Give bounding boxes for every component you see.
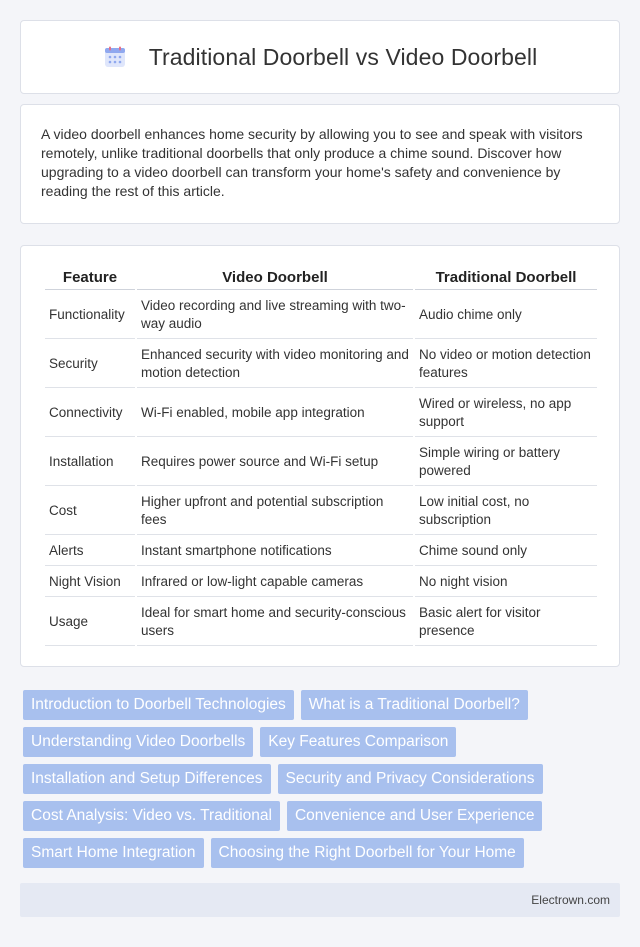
tag-security-privacy[interactable]: Security and Privacy Considerations xyxy=(278,764,543,794)
table-row xyxy=(45,568,597,597)
table-header-row xyxy=(45,268,597,290)
table-cell: Chime sound only xyxy=(415,537,597,566)
topic-tags xyxy=(23,690,623,875)
table-row xyxy=(45,341,597,388)
intro-card xyxy=(20,104,620,224)
table-cell: Functionality xyxy=(45,292,135,339)
intro-paragraph: A video doorbell enhances home security by allowing you to see and speak with visitors remotely, unlike traditional doorbells that only produce a chime sound. Discover how upgrading to a video doorbell can transform your home's safety and convenience by reading the rest of this article. xyxy=(41,126,583,199)
table-cell: Ideal for smart home and security-conscious users xyxy=(137,599,413,646)
table-cell: Video recording and live streaming with two-way audio xyxy=(137,292,413,339)
tag-traditional-doorbell[interactable]: What is a Traditional Doorbell? xyxy=(301,690,528,720)
comparison-card xyxy=(20,245,620,667)
table-cell: Security xyxy=(45,341,135,388)
table-cell: Enhanced security with video monitoring and motion detection xyxy=(137,341,413,388)
table-cell: Night Vision xyxy=(45,568,135,597)
table-cell: Wired or wireless, no app support xyxy=(415,390,597,437)
tag-cost-analysis[interactable]: Cost Analysis: Video vs. Traditional xyxy=(23,801,280,831)
tag-choosing-doorbell[interactable]: Choosing the Right Doorbell for Your Home xyxy=(211,838,524,868)
header-feature: Feature xyxy=(45,268,135,290)
table-row xyxy=(45,537,597,566)
table-cell: Low initial cost, no subscription xyxy=(415,488,597,535)
table-cell: Instant smartphone notifications xyxy=(137,537,413,566)
table-cell: Installation xyxy=(45,439,135,486)
table-cell: Wi-Fi enabled, mobile app integration xyxy=(137,390,413,437)
tag-installation[interactable]: Installation and Setup Differences xyxy=(23,764,271,794)
comparison-table xyxy=(43,266,599,648)
tag-row xyxy=(23,764,623,794)
title-card xyxy=(20,20,620,94)
table-cell: Higher upfront and potential subscription fees xyxy=(137,488,413,535)
tag-smart-home[interactable]: Smart Home Integration xyxy=(23,838,204,868)
footer xyxy=(20,883,620,917)
header-traditional-doorbell: Traditional Doorbell xyxy=(415,268,597,290)
tag-row xyxy=(23,838,623,868)
header-video-doorbell: Video Doorbell xyxy=(137,268,413,290)
table-row xyxy=(45,390,597,437)
table-cell: No night vision xyxy=(415,568,597,597)
table-cell: Cost xyxy=(45,488,135,535)
tag-introduction[interactable]: Introduction to Doorbell Technologies xyxy=(23,690,294,720)
tag-row xyxy=(23,690,623,720)
tag-row xyxy=(23,727,623,757)
table-row xyxy=(45,292,597,339)
table-cell: No video or motion detection features xyxy=(415,341,597,388)
table-cell: Simple wiring or battery powered xyxy=(415,439,597,486)
page-title: Traditional Doorbell vs Video Doorbell xyxy=(148,43,538,70)
footer-brand[interactable]: Electrown.com xyxy=(531,893,610,907)
table-cell: Infrared or low-light capable cameras xyxy=(137,568,413,597)
table-cell: Requires power source and Wi-Fi setup xyxy=(137,439,413,486)
tag-convenience[interactable]: Convenience and User Experience xyxy=(287,801,543,831)
table-cell: Connectivity xyxy=(45,390,135,437)
table-row xyxy=(45,488,597,535)
table-cell: Usage xyxy=(45,599,135,646)
table-cell: Audio chime only xyxy=(415,292,597,339)
table-cell: Alerts xyxy=(45,537,135,566)
tag-video-doorbells[interactable]: Understanding Video Doorbells xyxy=(23,727,253,757)
table-row xyxy=(45,599,597,646)
tag-row xyxy=(23,801,623,831)
tag-features-comparison[interactable]: Key Features Comparison xyxy=(260,727,456,757)
table-row xyxy=(45,439,597,486)
table-cell: Basic alert for visitor presence xyxy=(415,599,597,646)
calendar-grid-icon xyxy=(103,45,127,69)
